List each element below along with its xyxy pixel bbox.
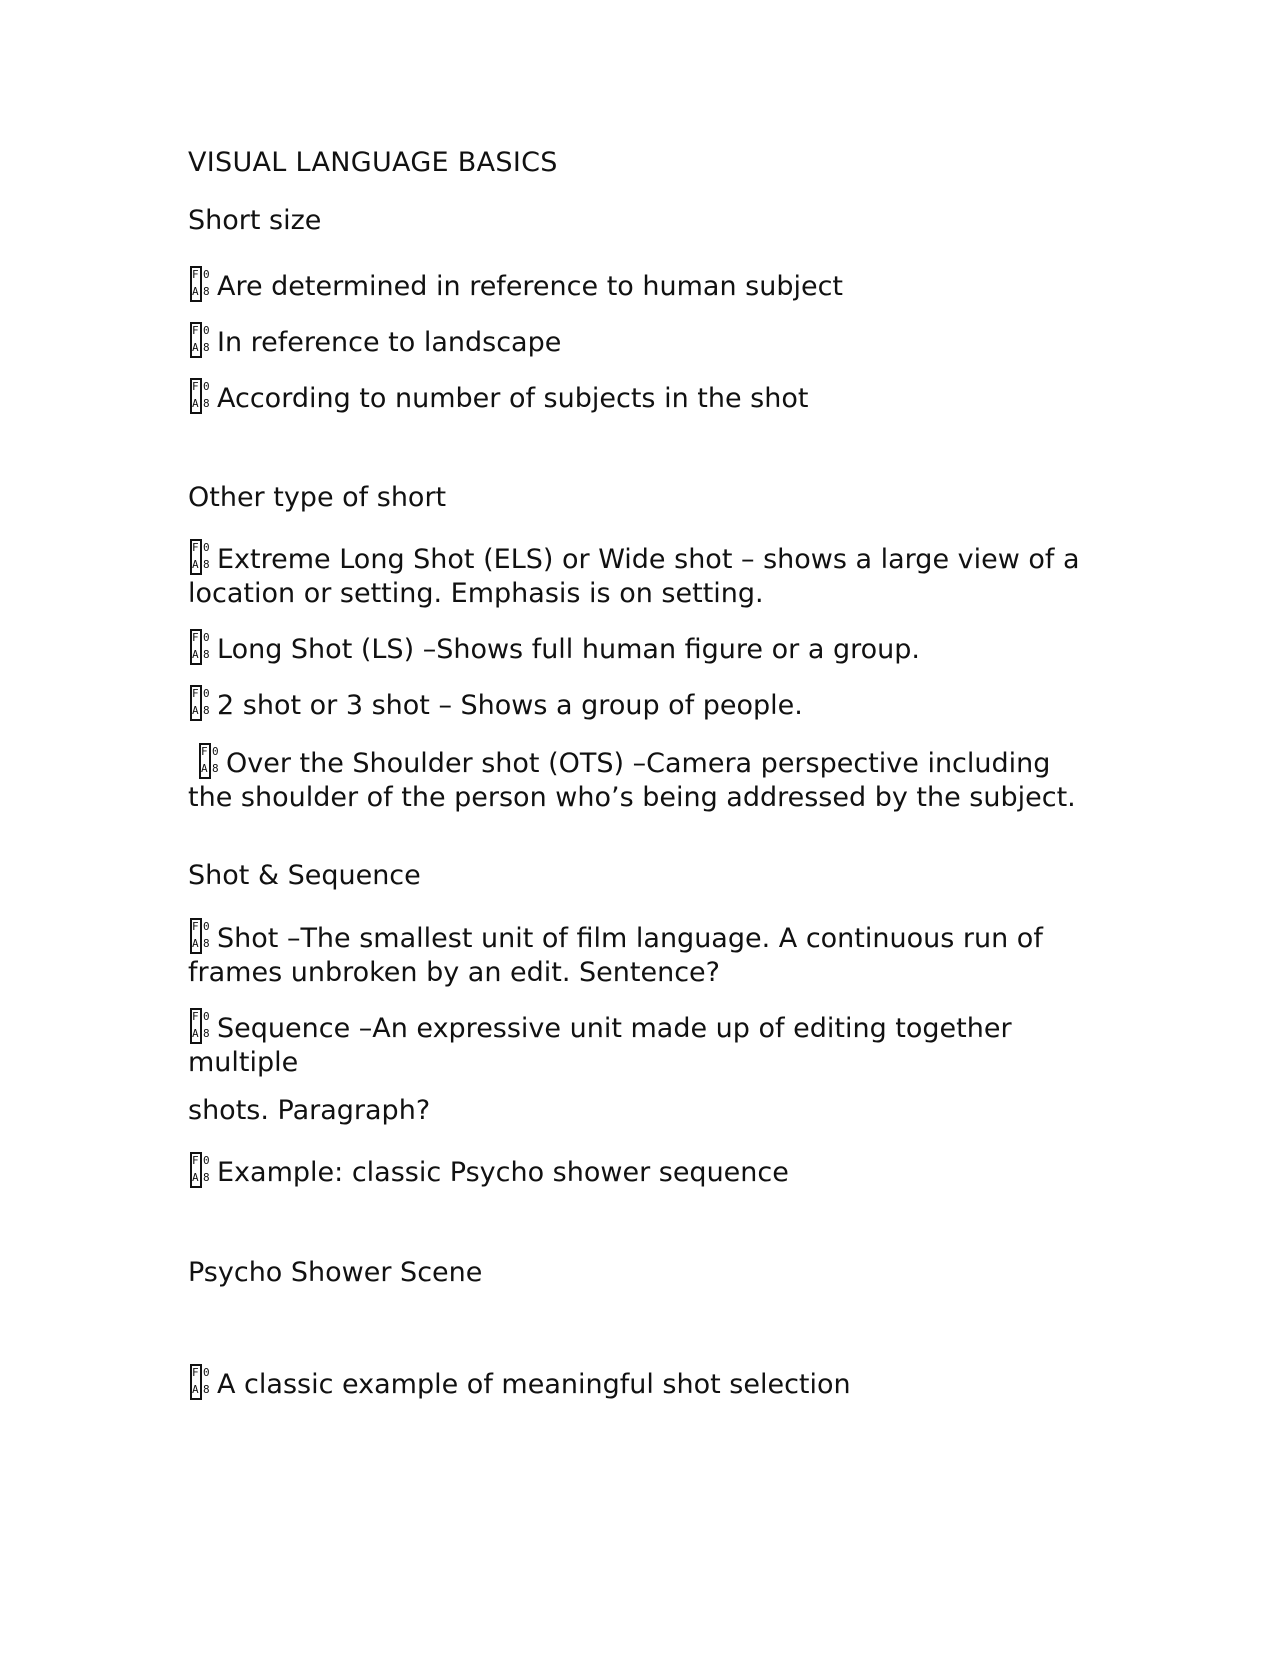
missing-glyph-icon: F 0 A 8 [188,627,214,667]
list-item [188,741,1098,815]
missing-glyph-icon: F 0 A 8 [188,537,214,577]
list-item-text: Shot –The smallest unit of film language. A continuous run of frames unbroken by an edit. Sentence? [188,923,1043,988]
list-item-text: Example: classic Psycho shower sequence [217,1157,789,1188]
list-item-text: Are determined in reference to human subject [217,271,844,302]
missing-glyph-icon: F 0 A 8 [188,376,214,416]
section-heading-shot-sequence: Shot & Sequence [188,860,421,891]
list-item [188,916,1098,990]
missing-glyph-icon: F 0 A 8 [197,741,223,781]
list-item [188,264,1098,304]
list-item [188,320,1098,360]
list-item [188,537,1098,611]
list-item-text: 2 shot or 3 shot – Shows a group of people. [217,690,803,721]
document-title: VISUAL LANGUAGE BASICS [188,147,558,178]
list-item-continuation: shots. Paragraph? [188,1095,431,1126]
list-item-text: In reference to landscape [217,327,562,358]
section-heading-psycho-shower: Psycho Shower Scene [188,1257,483,1288]
missing-glyph-icon: F 0 A 8 [188,320,214,360]
section-heading-other-type: Other type of short [188,482,447,513]
list-item-text: Sequence –An expressive unit made up of editing together multiple [188,1013,1012,1078]
section-heading-short-size: Short size [188,205,322,236]
list-item [188,1006,1098,1080]
missing-glyph-icon: F 0 A 8 [188,1150,214,1190]
missing-glyph-icon: F 0 A 8 [188,916,214,956]
missing-glyph-icon: F 0 A 8 [188,1362,214,1402]
list-item-text: Over the Shoulder shot (OTS) –Camera perspective including the shoulder of the person who’s being addressed by the subject. [188,748,1076,813]
missing-glyph-icon: F 0 A 8 [188,264,214,304]
list-item-text: According to number of subjects in the shot [217,383,809,414]
list-item-text: Long Shot (LS) –Shows full human figure or a group. [217,634,920,665]
missing-glyph-icon: F 0 A 8 [188,1006,214,1046]
list-item [188,376,1098,416]
list-item-text: Extreme Long Shot (ELS) or Wide shot – shows a large view of a location or setting. Emphasis is on setting. [188,544,1080,609]
missing-glyph-icon: F 0 A 8 [188,683,214,723]
list-item [188,683,1098,723]
list-item [188,1362,1098,1402]
list-item-text: A classic example of meaningful shot selection [217,1369,851,1400]
list-item [188,1150,1098,1190]
list-item [188,627,1098,667]
